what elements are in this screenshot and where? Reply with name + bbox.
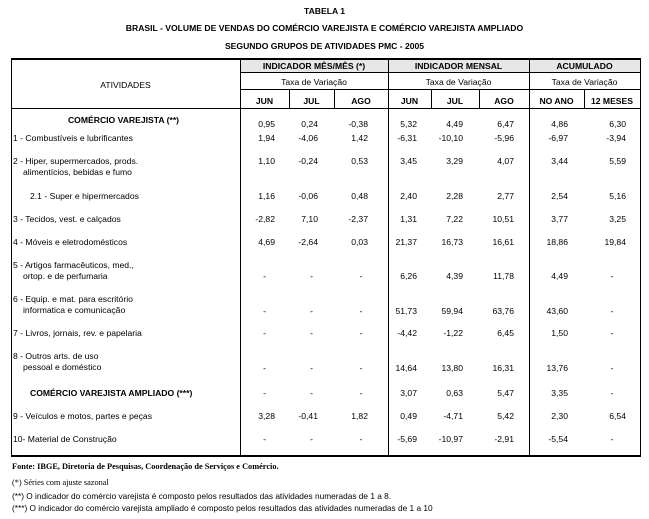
value-cell: 16,61 (492, 237, 514, 247)
column-header: JUL (303, 96, 320, 106)
value-cell: 43,60 (546, 306, 568, 316)
value-cell: - (359, 271, 363, 281)
value-cell: 6,54 (609, 411, 626, 421)
value-cell: -5,96 (494, 133, 514, 143)
row-label-line: 5 - Artigos farmacêuticos, med., (13, 260, 134, 270)
value-cell: 19,84 (604, 237, 626, 247)
value-cell: 2,28 (446, 191, 463, 201)
value-cell: 7,10 (301, 214, 318, 224)
value-cell: 0,53 (351, 156, 368, 166)
row-label (13, 133, 133, 144)
value-cell: - (359, 363, 363, 373)
row-label-line: COMÉRCIO VAREJISTA (**) (67, 115, 180, 125)
value-cell: 6,47 (497, 119, 514, 129)
value-cell: 1,10 (258, 156, 275, 166)
value-cell: 3,44 (551, 156, 568, 166)
value-cell: - (263, 388, 266, 398)
value-cell: - (310, 306, 313, 316)
value-cell: -1,22 (443, 328, 463, 338)
value-cell: -4,42 (397, 328, 417, 338)
row-label (13, 351, 101, 373)
group-header-border (240, 72, 640, 73)
value-cell: 3,35 (551, 388, 568, 398)
value-cell: 0,03 (351, 237, 368, 247)
value-cell: - (359, 434, 363, 444)
value-cell: - (310, 271, 313, 281)
group-header-mes-mes: INDICADOR MÊS/MÊS (*) (262, 61, 366, 71)
row-label (30, 388, 192, 399)
column-header: JUN (255, 96, 274, 106)
row-label-line: 3 - Tecidos, vest. e calçados (13, 214, 121, 224)
value-cell: - (263, 306, 266, 316)
value-cell: 1,31 (400, 214, 417, 224)
value-cell: 1,16 (258, 191, 275, 201)
value-cell: 4,39 (446, 271, 463, 281)
table-top-border (11, 58, 640, 60)
value-cell: 5,42 (497, 411, 514, 421)
value-cell: 0,24 (301, 119, 318, 129)
row-label-line: 1 - Combustíveis e lubrificantes (13, 133, 133, 143)
group-header-acumulado: ACUMULADO (556, 61, 613, 71)
row-label (13, 156, 138, 178)
value-cell: -6,97 (548, 133, 568, 143)
column-header: AGO (494, 96, 514, 106)
value-cell: 4,49 (446, 119, 463, 129)
value-cell: - (610, 363, 614, 373)
value-cell: 5,16 (609, 191, 626, 201)
value-cell: 1,82 (351, 411, 368, 421)
value-cell: - (359, 328, 363, 338)
value-cell: 0,95 (258, 119, 275, 129)
row-label-line: 2.1 - Super e hipermercados (30, 191, 139, 201)
value-cell: 13,76 (546, 363, 568, 373)
taxa-header-3: Taxa de Variação (551, 77, 618, 87)
value-cell: - (359, 388, 363, 398)
value-cell: 1,42 (351, 133, 368, 143)
value-cell: 10,51 (492, 214, 514, 224)
footnote-varejista: (**) O indicador do comércio varejista é composto pelos resultados das atividades numeradas de 1 a 8. (12, 491, 392, 501)
value-cell: -6,31 (397, 133, 417, 143)
value-cell: 4,69 (258, 237, 275, 247)
value-cell: -2,37 (348, 214, 368, 224)
value-cell: 6,30 (609, 119, 626, 129)
value-cell: - (310, 434, 313, 444)
value-cell: -2,91 (494, 434, 514, 444)
column-header: JUN (400, 96, 419, 106)
value-cell: 6,45 (497, 328, 514, 338)
value-cell: - (310, 363, 313, 373)
value-cell: - (263, 434, 266, 444)
table-subtitle-2: SEGUNDO GRUPOS DE ATIVIDADES PMC - 2005 (224, 41, 425, 51)
taxa-header-1: Taxa de Variação (281, 77, 347, 87)
value-cell: 4,49 (551, 271, 568, 281)
value-cell: - (310, 328, 313, 338)
row-label-line: 7 - Livros, jornais, rev. e papelaria (13, 328, 142, 338)
table-title: TABELA 1 (303, 6, 346, 16)
value-cell: - (610, 388, 614, 398)
value-cell: - (310, 388, 313, 398)
value-cell: - (263, 363, 266, 373)
value-cell: - (610, 328, 614, 338)
group-header-mensal: INDICADOR MENSAL (414, 61, 503, 71)
row-label (13, 260, 134, 282)
atividades-header: ATIVIDADES (100, 80, 151, 90)
value-cell: 6,26 (400, 271, 417, 281)
row-label (30, 191, 139, 202)
value-cell: 3,29 (446, 156, 463, 166)
column-header: 12 MESES (590, 96, 634, 106)
value-cell: -0,24 (298, 156, 318, 166)
value-cell: 4,07 (497, 156, 514, 166)
column-header: JUL (446, 96, 464, 106)
value-cell: -2,64 (298, 237, 318, 247)
value-cell: 5,47 (497, 388, 514, 398)
footnote-ampliado: (***) O indicador do comércio varejista ampliado é composto pelos resultados das atividades numeradas de 1 a 10 (12, 503, 433, 513)
value-cell: -5,54 (548, 434, 568, 444)
value-cell: 18,86 (546, 237, 568, 247)
value-cell: 3,07 (400, 388, 417, 398)
value-cell: -0,38 (348, 119, 368, 129)
row-label-line: 9 - Veículos e motos, partes e peças (13, 411, 153, 421)
footnote-seasonal: (*) Séries com ajuste sazonal (12, 478, 109, 487)
source-note: Fonte: IBGE, Diretoria de Pesquisas, Coordenação de Serviços e Comércio. (12, 462, 279, 471)
value-cell: - (263, 271, 266, 281)
value-cell: 5,32 (400, 119, 417, 129)
value-cell: -10,10 (438, 133, 463, 143)
value-cell: 11,78 (493, 271, 514, 281)
value-cell: -3,94 (606, 133, 626, 143)
value-cell: - (359, 306, 363, 316)
value-cell: 0,63 (446, 388, 463, 398)
value-cell: -5,69 (397, 434, 417, 444)
row-label-line: 4 - Móveis e eletrodomésticos (13, 237, 128, 247)
value-cell: - (263, 328, 266, 338)
row-label (11, 115, 236, 126)
value-cell: 16,73 (441, 237, 463, 247)
value-cell: 3,28 (258, 411, 275, 421)
value-cell: 0,48 (351, 191, 368, 201)
value-cell: 4,86 (551, 119, 568, 129)
row-label (13, 237, 127, 248)
row-label-line: pessoal e doméstico (23, 362, 102, 372)
value-cell: 1,94 (258, 133, 275, 143)
value-cell: 3,77 (551, 214, 568, 224)
column-header: AGO (351, 96, 371, 106)
column-header: NO ANO (539, 96, 574, 106)
value-cell: 2,54 (551, 191, 568, 201)
row-label-line: ortop. e de perfumaria (23, 271, 108, 281)
value-cell: -4,71 (443, 411, 463, 421)
value-cell: 51,73 (395, 306, 417, 316)
header-bottom-border (11, 108, 640, 109)
row-label-line: 10- Material de Construção (13, 434, 117, 444)
table-bottom-border (11, 455, 640, 457)
value-cell: -0,06 (298, 191, 318, 201)
value-cell: 3,25 (609, 214, 626, 224)
value-cell: 7,22 (446, 214, 463, 224)
row-label (13, 411, 152, 422)
value-cell: 1,50 (551, 328, 568, 338)
value-cell: -2,82 (255, 214, 275, 224)
value-cell: 59,94 (441, 306, 463, 316)
row-label-line: 6 - Equip. e mat. para escritório (13, 294, 133, 304)
row-label (13, 294, 133, 316)
value-cell: 2,40 (400, 191, 417, 201)
row-label (13, 328, 142, 339)
value-cell: 2,77 (497, 191, 514, 201)
value-cell: 16,31 (492, 363, 514, 373)
value-cell: 3,45 (400, 156, 417, 166)
value-cell: - (610, 306, 614, 316)
value-cell: 2,30 (551, 411, 568, 421)
value-cell: 5,59 (609, 156, 626, 166)
value-cell: -0,41 (298, 411, 318, 421)
row-label-line: COMÉRCIO VAREJISTA AMPLIADO (***) (30, 388, 193, 398)
row-label-line: alimentícios, bebidas e fumo (23, 167, 132, 177)
row-label (13, 214, 121, 225)
value-cell: - (610, 271, 614, 281)
taxa-header-2: Taxa de Variação (425, 77, 492, 87)
value-cell: 13,80 (441, 363, 463, 373)
row-label (13, 434, 117, 445)
value-cell: -10,97 (438, 434, 463, 444)
value-cell: 21,37 (395, 237, 417, 247)
taxa-header-border (240, 89, 640, 90)
value-cell: 63,76 (492, 306, 514, 316)
value-cell: 14,64 (395, 363, 417, 373)
row-label-line: 2 - Hiper, supermercados, prods. (13, 156, 139, 166)
value-cell: - (610, 434, 614, 444)
value-cell: -4,06 (298, 133, 318, 143)
row-label-line: 8 - Outros arts. de uso (13, 351, 99, 361)
table-subtitle: BRASIL - VOLUME DE VENDAS DO COMÉRCIO VAREJISTA E COMÉRCIO VAREJISTA AMPLIADO (125, 23, 524, 33)
value-cell: 0,49 (400, 411, 417, 421)
row-label-line: informatica e comunicação (23, 305, 126, 315)
